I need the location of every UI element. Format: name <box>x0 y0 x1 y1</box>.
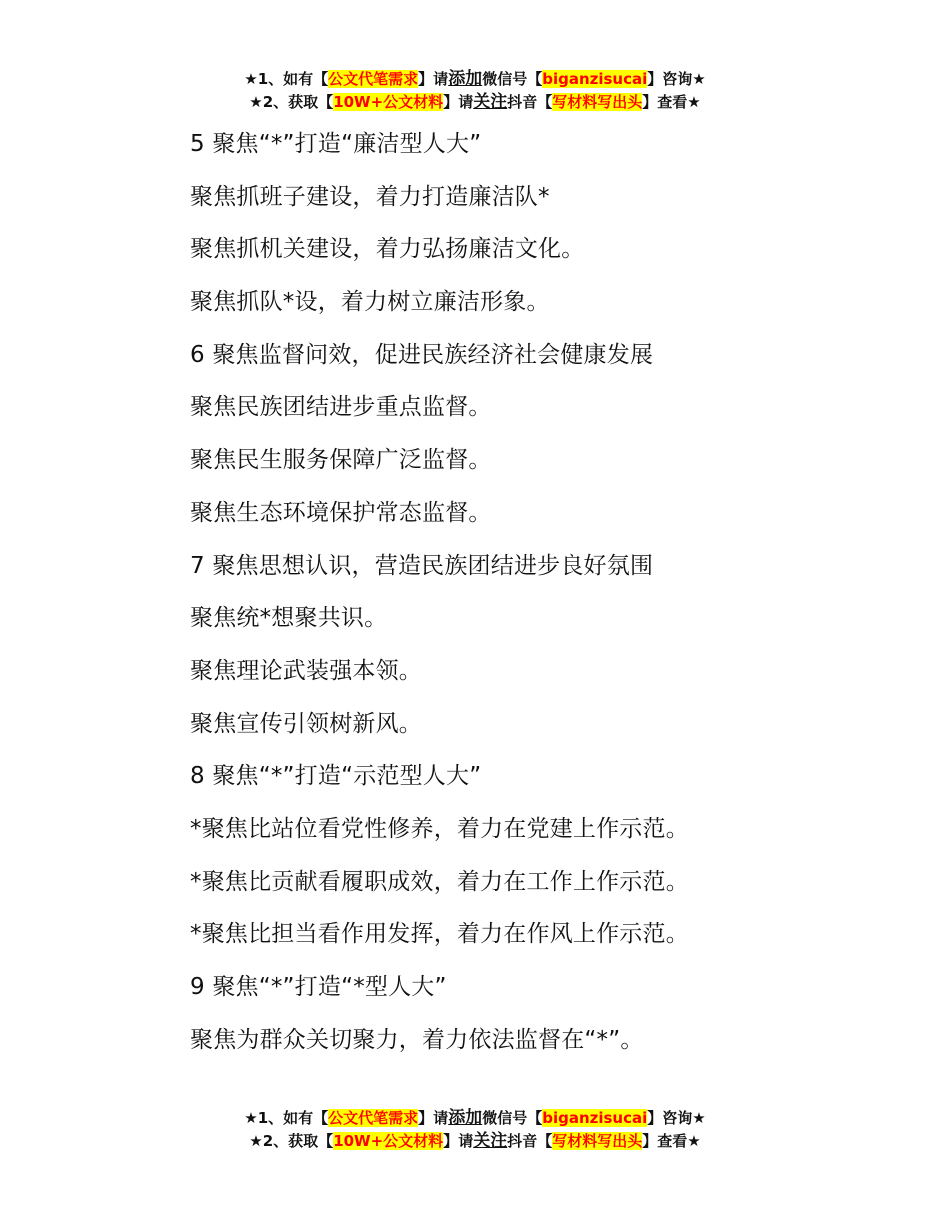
paragraph: 6 聚焦监督问效，促进民族经济社会健康发展 <box>190 341 654 368</box>
paragraph: 8 聚焦“*”打造“示范型人大” <box>190 763 482 790</box>
banner-text: 微信号【 <box>482 70 543 88</box>
banner-highlight: biganzisucai <box>542 70 648 88</box>
banner-text: 】请 <box>418 70 449 88</box>
document-body <box>190 118 890 1066</box>
banner-text: 】查看★ <box>642 93 701 111</box>
paragraph: 聚焦民生服务保障广泛监督。 <box>190 447 492 474</box>
paragraph: 9 聚焦“*”打造“*型人大” <box>190 974 447 1000</box>
banner-underlined: 添加 <box>448 1108 483 1128</box>
banner-text: 微信号【 <box>482 1109 543 1127</box>
paragraph: 聚焦宣传引领树新风。 <box>190 710 422 737</box>
paragraph: 聚焦统*想聚共识。 <box>190 605 388 632</box>
paragraph: 聚焦为群众关切聚力，着力依法监督在“*”。 <box>190 1026 644 1053</box>
paragraph: 5 聚焦“*”打造“廉洁型人大” <box>190 131 482 157</box>
banner-highlight: 10W+公文材料 <box>333 93 444 111</box>
banner-highlight: 10W+公文材料 <box>333 1132 444 1150</box>
banner-text: 】请 <box>443 1132 474 1150</box>
paragraph: 聚焦抓队*设，着力树立廉洁形象。 <box>190 289 550 316</box>
banner-text: 】请 <box>443 93 474 111</box>
banner-highlight: 公文代笔需求 <box>328 70 419 88</box>
banner-text: ★2、获取【 <box>249 93 334 111</box>
paragraph: *聚焦比站位看党性修养，着力在党建上作示范。 <box>190 815 689 842</box>
banner-line-2 <box>0 1130 950 1153</box>
paragraph: 聚焦生态环境保护常态监督。 <box>190 499 492 526</box>
banner-line-1 <box>0 1107 950 1130</box>
banner-underlined: 关注 <box>473 92 508 112</box>
banner-text: 】咨询★ <box>647 1109 706 1127</box>
banner-highlight: biganzisucai <box>542 1109 648 1127</box>
paragraph: *聚焦比贡献看履职成效，着力在工作上作示范。 <box>190 868 689 895</box>
banner-text: ★2、获取【 <box>249 1132 334 1150</box>
banner-highlight: 公文代笔需求 <box>328 1109 419 1127</box>
paragraph: *聚焦比担当看作用发挥，着力在作风上作示范。 <box>190 921 689 948</box>
header-banner <box>0 68 950 114</box>
banner-underlined: 添加 <box>448 69 483 89</box>
paragraph: 7 聚焦思想认识，营造民族团结进步良好氛围 <box>190 552 654 579</box>
banner-line-1 <box>0 68 950 91</box>
banner-text: ★1、如有【 <box>244 70 329 88</box>
banner-text: 】请 <box>418 1109 449 1127</box>
banner-highlight: 写材料写出头 <box>552 93 643 111</box>
banner-text: ★1、如有【 <box>244 1109 329 1127</box>
banner-text: 】查看★ <box>642 1132 701 1150</box>
paragraph: 聚焦民族团结进步重点监督。 <box>190 394 492 421</box>
banner-underlined: 关注 <box>473 1131 508 1151</box>
paragraph: 聚焦抓班子建设，着力打造廉洁队* <box>190 183 550 210</box>
footer-banner <box>0 1107 950 1153</box>
banner-line-2 <box>0 91 950 114</box>
banner-highlight: 写材料写出头 <box>552 1132 643 1150</box>
banner-text: 】咨询★ <box>647 70 706 88</box>
banner-text: 抖音【 <box>507 93 553 111</box>
banner-text: 抖音【 <box>507 1132 553 1150</box>
paragraph: 聚焦抓机关建设，着力弘扬廉洁文化。 <box>190 236 585 263</box>
paragraph: 聚焦理论武装强本领。 <box>190 657 422 684</box>
